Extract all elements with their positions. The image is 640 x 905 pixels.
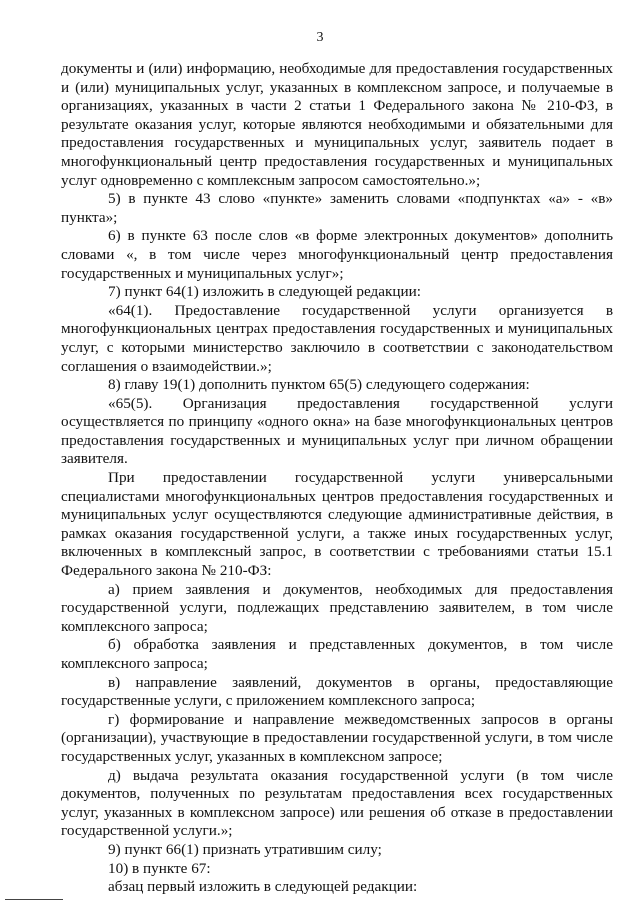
paragraph: 10) в пункте 67:	[108, 859, 211, 877]
paragraph: «64(1). Предоставление государственной услуги организуется в многофункциональных центрах предоставления государственных и муниципальных услуг, с которыми министерство заключило в соответствии с законодательством соглашения о взаимодействии.»;	[61, 301, 613, 375]
paragraph: документы и (или) информацию, необходимые для предоставления государственных и (или) муниципальных услуг, указанных в комплексном запросе, и получаемые в организациях, указанных в части 2 статьи 1 Федерального закона № 210-ФЗ, в результате оказания услуг, которые являются необходимыми и обязательными для предоставления государственных и муниципальных услуг, заявитель подает в многофункциональный центр предоставления государственных и муниципальных услуг одновременно с комплексным запросом самостоятельно.»;	[61, 60, 613, 189]
paragraph: 6) в пункте 63 после слов «в форме электронных документов» дополнить словами «, в том числе через многофункциональный центр предоставления государственных и муниципальных услуг»;	[61, 227, 613, 282]
paragraph: 8) главу 19(1) дополнить пунктом 65(5) следующего содержания:	[108, 376, 530, 394]
footer-rule	[5, 899, 63, 900]
paragraph: б) обработка заявления и представленных документов, в том числе комплексного запроса;	[61, 636, 613, 672]
paragraph: 7) пункт 64(1) изложить в следующей редакции:	[108, 283, 421, 301]
paragraph: абзац первый изложить в следующей редакции:	[108, 878, 418, 896]
paragraph: г) формирование и направление межведомственных запросов в органы (организации), участвующие в предоставлении государственной услуги, в том числе государственных услуг, указанных в комплексном запросе;	[61, 710, 613, 765]
paragraph: 9) пункт 66(1) признать утратившим силу;	[108, 840, 382, 858]
paragraph: 5) в пункте 43 слово «пункте» заменить словами «подпунктах «а» - «в» пункта»;	[61, 190, 613, 226]
paragraph: в) направление заявлений, документов в органы, предоставляющие государственные услуги, с приложением комплексного запроса;	[61, 673, 613, 710]
paragraph: д) выдача результата оказания государственной услуги (в том числе документов, полученных по результатам предоставления всех государственных услуг, указанных в комплексном запросе) или решения об отказе в предоставлении государственной услуги.»;	[61, 766, 613, 840]
page-number: 3	[316, 30, 324, 45]
paragraph: а) прием заявления и документов, необходимых для предоставления государственной услуги, подлежащих представлению заявителем, в том числе комплексного запроса;	[61, 580, 613, 635]
paragraph: «65(5). Организация предоставления государственной услуги осуществляется по принципу «одного окна» на базе многофункциональных центров предоставления государственных и муниципальных услуг при личном обращении заявителя.	[61, 394, 613, 468]
paragraph: При предоставлении государственной услуги универсальными специалистами многофункциональных центров предоставления государственных и муниципальных услуг осуществляются следующие административные действия, в рамках оказания государственной услуги, а также иных государственных услуг, включенных в комплексный запрос, в соответствии с требованиями статьи 15.1 Федерального закона № 210-ФЗ:	[61, 469, 613, 580]
document-body	[61, 60, 613, 897]
